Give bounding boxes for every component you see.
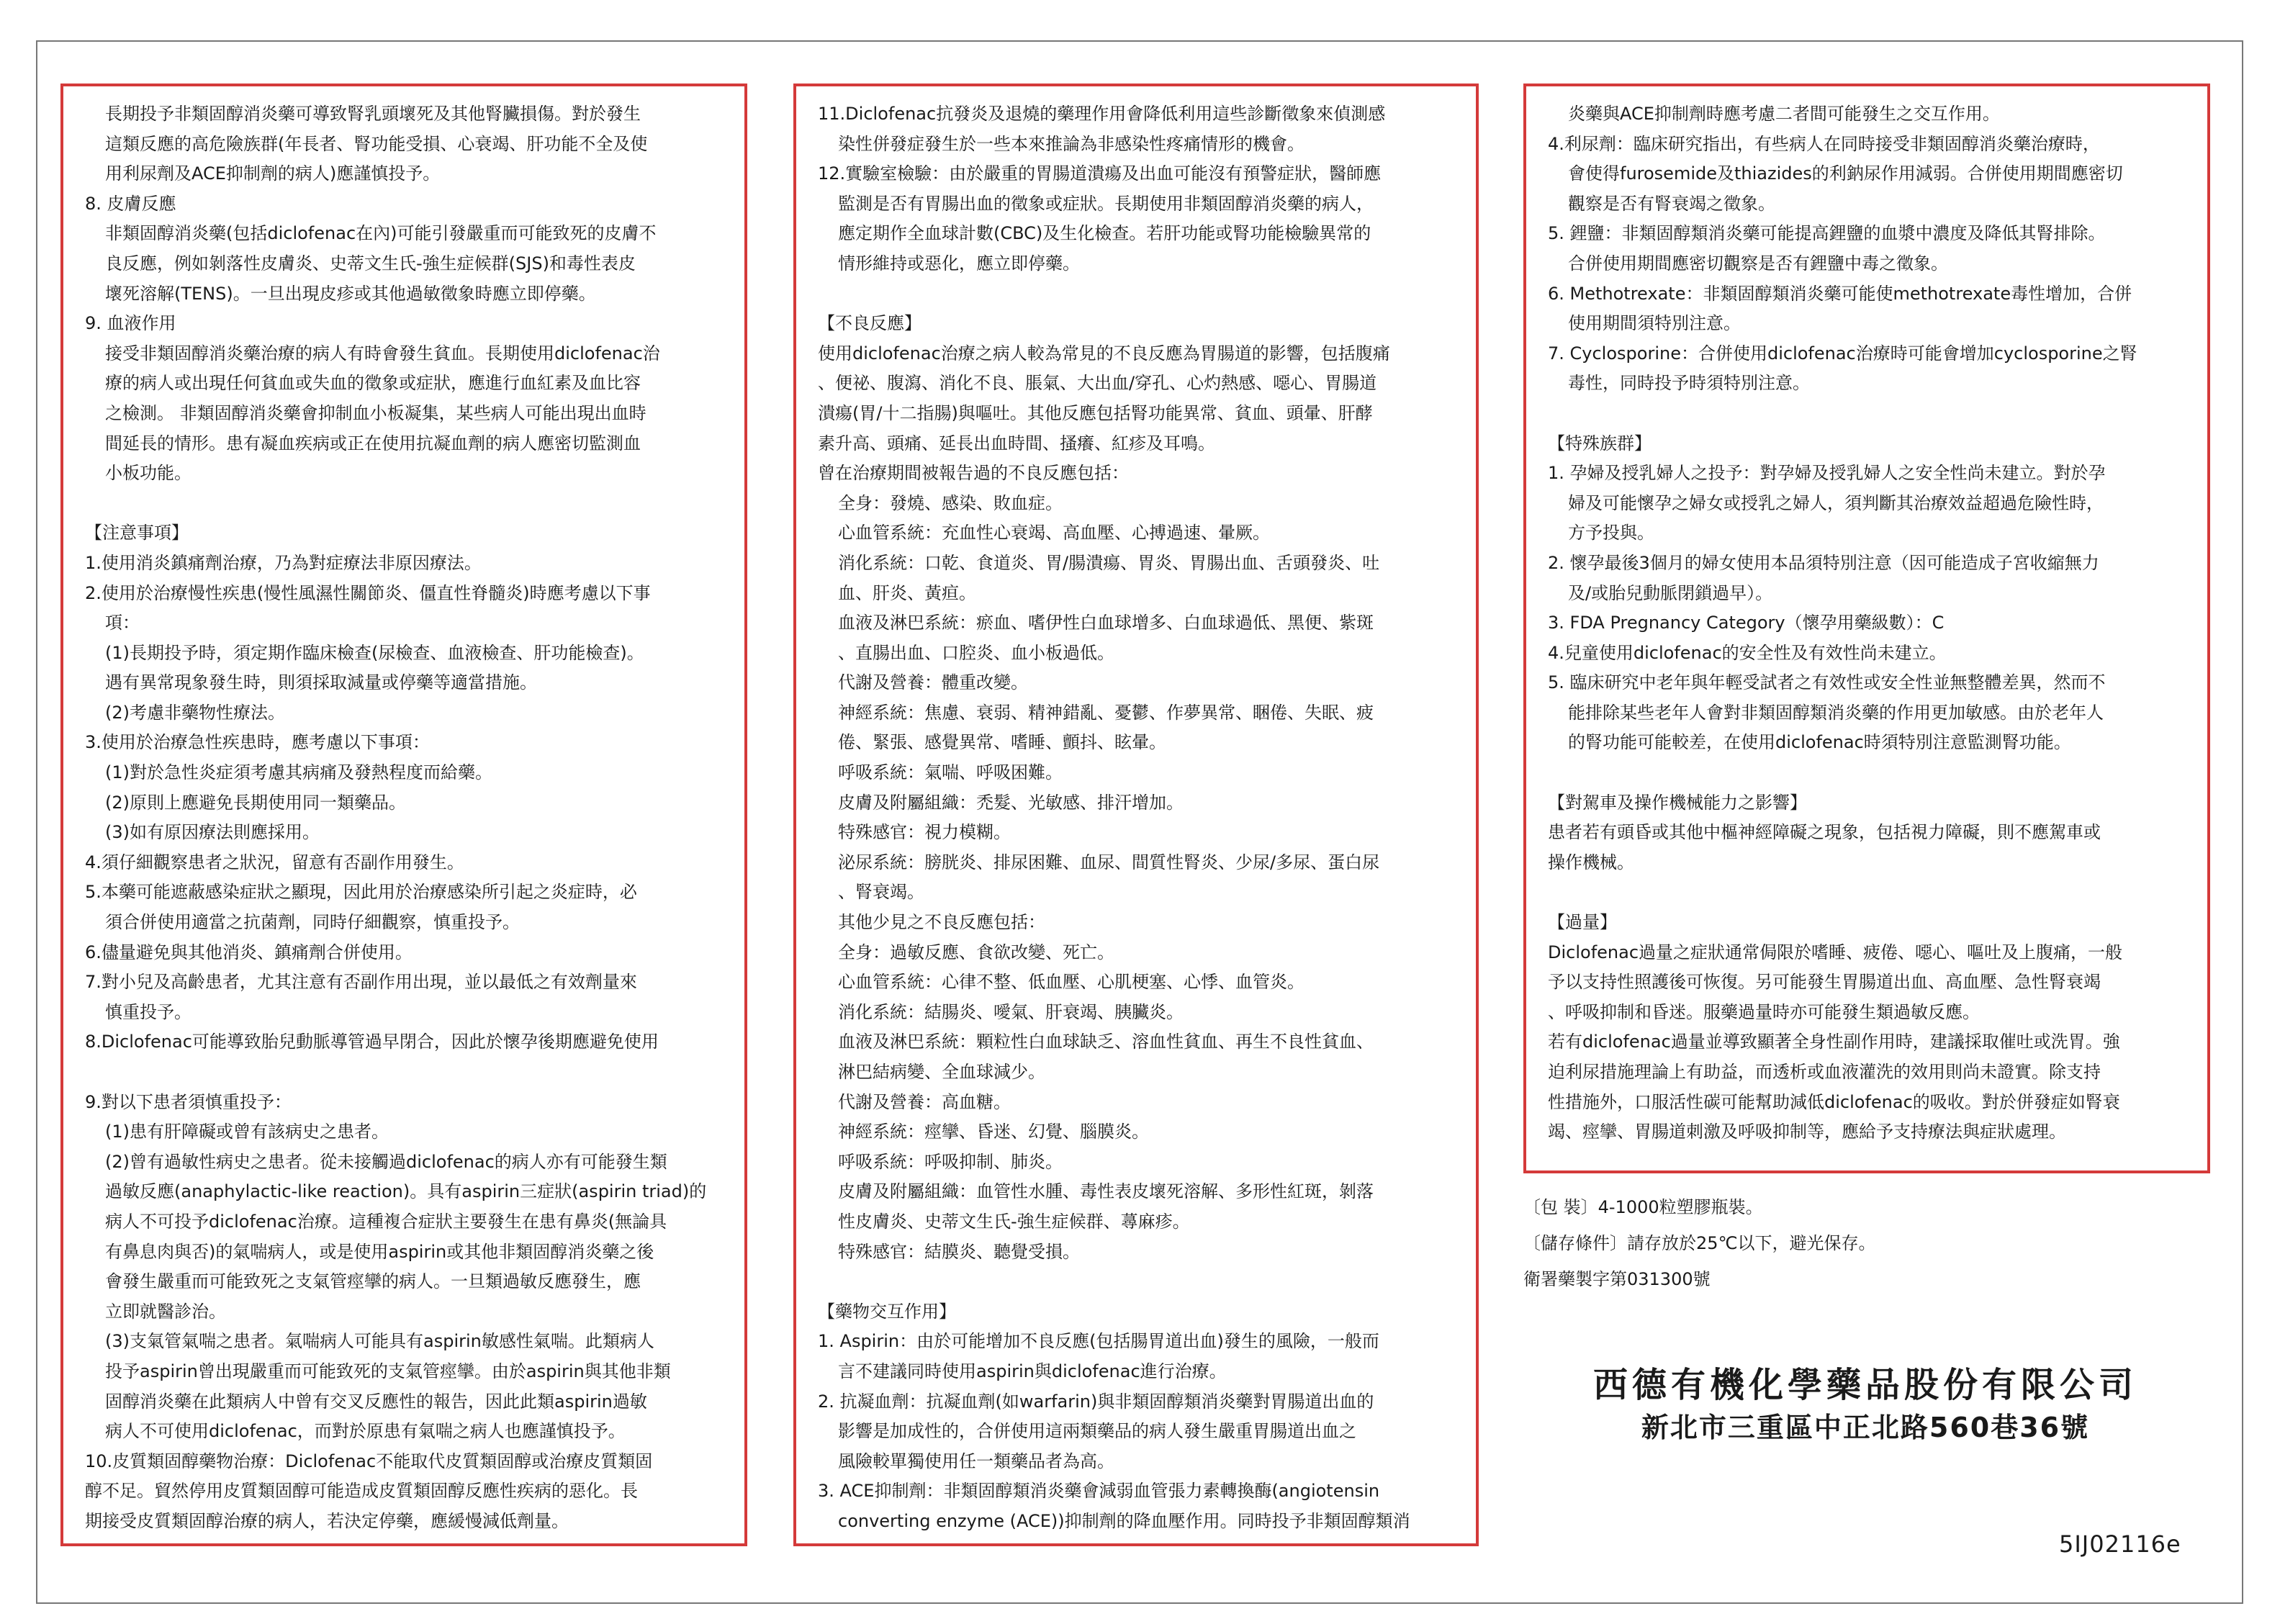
text-line: 接受非類固醇消炎藥治療的病人有時會發生貧血。長期使用diclofenac治	[105, 343, 660, 364]
text-line: 9.對以下患者須慎重投予：	[85, 1091, 292, 1112]
text-line: 用利尿劑及ACE抑制劑的病人)應謹慎投予。	[105, 163, 441, 184]
text-line: 過敏反應(anaphylactic-like reaction)。具有aspirin三症狀(aspirin triad)的	[105, 1181, 707, 1202]
text-line: 特殊感官：視力模糊。	[838, 822, 1011, 843]
text-line: 潰瘍(胃/十二指腸)與嘔吐。其他反應包括腎功能異常、貧血、頭暈、肝酵	[818, 402, 1373, 423]
text-line: 予以支持性照護後可恢復。另可能發生胃腸道出血、高血壓、急性腎衰竭	[1548, 972, 2101, 993]
text-line: 能排除某些老年人會對非類固醇類消炎藥的作用更加敏感。由於老年人	[1568, 702, 2104, 723]
text-line: 呼吸系統：呼吸抑制、肺炎。	[838, 1151, 1063, 1172]
blank-line	[818, 279, 1456, 310]
text-line: 間延長的情形。患有凝血疾病或正在使用抗凝血劑的病人應密切監測血	[105, 433, 641, 454]
text-line: 須合併使用適當之抗菌劑，同時仔細觀察，慎重投予。	[105, 912, 520, 933]
blank-line	[1548, 399, 2187, 429]
blank-line	[818, 1267, 1456, 1297]
text-line: 1. 孕婦及授乳婦人之投予：對孕婦及授乳婦人之安全性尚未建立。對於孕	[1548, 463, 2106, 484]
text-line: 7.對小兒及高齡患者，尤其注意有否副作用出現，並以最低之有效劑量來	[85, 972, 637, 993]
text-line: 觀察是否有腎衰竭之徵象。	[1568, 193, 1775, 214]
text-line: 項：	[105, 613, 140, 633]
text-line: 情形維持或惡化，應立即停藥。	[838, 253, 1080, 274]
text-line: 5. 鋰鹽：非類固醇類消炎藥可能提高鋰鹽的血漿中濃度及降低其腎排除。	[1548, 223, 2106, 244]
text-line: 、便祕、腹瀉、消化不良、脹氣、大出血/穿孔、心灼熱感、噁心、胃腸道	[818, 373, 1377, 394]
text-line: 血液及淋巴系統：瘀血、嗜伊性白血球增多、白血球過低、黑便、紫斑	[838, 613, 1374, 633]
text-line: 固醇消炎藥在此類病人中曾有交叉反應性的報告，因此此類aspirin過敏	[105, 1391, 647, 1412]
text-line: 1. Aspirin：由於可能增加不良反應(包括腸胃道出血)發生的風險，一般而	[818, 1331, 1379, 1352]
text-line: (3)如有原因療法則應採用。	[105, 822, 320, 843]
text-line: (2)考慮非藥物性療法。	[105, 702, 285, 723]
text-line: 淋巴結病變、全血球減少。	[838, 1062, 1045, 1082]
text-line: 代謝及營養：高血糖。	[838, 1091, 1011, 1112]
text-line: 3. ACE抑制劑：非類固醇類消炎藥會減弱血管張力素轉換酶(angiotensin	[818, 1481, 1380, 1502]
text-line: 11.Diclofenac抗發炎及退燒的藥理作用會降低利用這些診斷徵象來偵測感	[818, 104, 1386, 124]
text-line: 心血管系統：心律不整、低血壓、心肌梗塞、心悸、血管炎。	[838, 972, 1305, 993]
text-line: 8. 皮膚反應	[85, 193, 176, 214]
text-line: 泌尿系統：膀胱炎、排尿困難、血尿、間質性腎炎、少尿/多尿、蛋白尿	[838, 852, 1380, 872]
document-code: 5IJ02116e	[2059, 1530, 2181, 1558]
text-line: (2)原則上應避免長期使用同一類藥品。	[105, 792, 406, 813]
text-line: 心血管系統：充血性心衰竭、高血壓、心搏過速、暈厥。	[838, 523, 1270, 543]
text-line: 6.儘量避免與其他消炎、鎮痛劑合併使用。	[85, 942, 413, 962]
text-line: 3. FDA Pregnancy Category（懷孕用藥級數）：C	[1548, 613, 1945, 633]
text-line: 素升高、頭痛、延長出血時間、搔癢、紅疹及耳鳴。	[818, 433, 1215, 454]
text-line: 2. 抗凝血劑：抗凝血劑(如warfarin)與非類固醇類消炎藥對胃腸道出血的	[818, 1391, 1374, 1412]
text-line: 性皮膚炎、史蒂文生氏-強生症候群、蕁麻疹。	[838, 1211, 1190, 1232]
column-1-panel	[60, 84, 747, 1546]
text-line: 療的病人或出現任何貧血或失血的徵象或症狀，應進行血紅素及血比容	[105, 373, 641, 394]
package-info	[1523, 1189, 2210, 1297]
blank-line	[1548, 878, 2187, 908]
text-line: (1)患有肝障礙或曾有該病史之患者。	[105, 1122, 389, 1142]
text-line: 5.本藥可能遮蔽感染症狀之顯現，因此用於治療感染所引起之炎症時，必	[85, 882, 637, 903]
text-line: 會發生嚴重而可能致死之支氣管痙攣的病人。一旦類過敏反應發生，應	[105, 1271, 641, 1292]
text-line: 【過量】	[1548, 912, 1617, 933]
text-line: 竭、痙攣、胃腸道刺激及呼吸抑制等，應給予支持療法與症狀處理。	[1548, 1122, 2066, 1142]
text-line: 代謝及營養：體重改變。	[838, 672, 1028, 693]
text-line: 若有diclofenac過量並導致顯著全身性副作用時，建議採取催吐或洗胃。強	[1548, 1032, 2120, 1052]
text-line: 有鼻息肉與否)的氣喘病人，或是使用aspirin或其他非類固醇消炎藥之後	[105, 1241, 654, 1262]
company-address: 新北市三重區中正北路560巷36號	[1641, 1412, 2090, 1443]
text-line: 5. 臨床研究中老年與年輕受試者之有效性或安全性並無整體差異，然而不	[1548, 672, 2106, 693]
text-line: 、直腸出血、口腔炎、血小板過低。	[838, 642, 1114, 663]
text-line: 之檢測。 非類固醇消炎藥會抑制血小板凝集，某些病人可能出現出血時	[105, 402, 646, 423]
text-line: 血、肝炎、黃疸。	[838, 582, 976, 603]
text-line: 倦、緊張、感覺異常、嗜睡、顫抖、眩暈。	[838, 732, 1166, 753]
text-line: 醇不足。貿然停用皮質類固醇可能造成皮質類固醇反應性疾病的惡化。長	[85, 1481, 638, 1502]
text-line: 非類固醇消炎藥(包括diclofenac在內)可能引發嚴重而可能致死的皮膚不	[105, 223, 657, 244]
text-line: 及/或胎兒動脈閉鎖過早）。	[1568, 582, 1773, 603]
storage-line: 〔儲存條件〕請存放於25℃以下，避光保存。	[1523, 1233, 1876, 1253]
text-line: 呼吸系統：氣喘、呼吸困難。	[838, 762, 1063, 783]
blank-line	[85, 1057, 724, 1088]
text-line: 全身：發燒、感染、敗血症。	[838, 492, 1063, 513]
text-line: 皮膚及附屬組織：血管性水腫、毒性表皮壞死溶解、多形性紅斑，剝落	[838, 1181, 1374, 1202]
text-line: 病人不可使用diclofenac，而對於原患有氣喘之病人也應謹慎投予。	[105, 1421, 626, 1442]
text-line: 長期投予非類固醇消炎藥可導致腎乳頭壞死及其他腎臟損傷。對於發生	[105, 104, 641, 124]
text-line: 神經系統：痙攣、昏迷、幻覺、腦膜炎。	[838, 1122, 1149, 1142]
text-line: 9. 血液作用	[85, 313, 176, 334]
text-line: 炎藥與ACE抑制劑時應考慮二者間可能發生之交互作用。	[1568, 104, 2000, 124]
text-line: 這類反應的高危險族群(年長者、腎功能受損、心衰竭、肝功能不全及使	[105, 133, 648, 154]
text-line: 消化系統：結腸炎、噯氣、肝衰竭、胰臟炎。	[838, 1001, 1184, 1022]
text-line: 【對駕車及操作機械能力之影響】	[1548, 792, 1807, 813]
text-line: 風險較單獨使用任一類藥品者為高。	[838, 1451, 1114, 1471]
text-line: 影響是加成性的，合併使用這兩類藥品的病人發生嚴重胃腸道出血之	[838, 1421, 1356, 1442]
text-line: 言不建議同時使用aspirin與diclofenac進行治療。	[838, 1361, 1227, 1381]
text-line: 操作機械。	[1548, 852, 1634, 872]
text-line: 4.利尿劑：臨床研究指出，有些病人在同時接受非類固醇消炎藥治療時，	[1548, 133, 2100, 154]
text-line: 消化系統：口乾、食道炎、胃/腸潰瘍、胃炎、胃腸出血、舌頭發炎、吐	[838, 552, 1380, 573]
text-line: 7. Cyclosporine：合併使用diclofenac治療時可能會增加cyclosporine之腎	[1548, 343, 2137, 364]
company-name: 西德有機化學藥品股份有限公司	[1592, 1365, 2137, 1405]
text-line: 血液及淋巴系統：顆粒性白血球缺乏、溶血性貧血、再生不良性貧血、	[838, 1032, 1374, 1052]
text-line: 立即就醫診治。	[105, 1301, 226, 1322]
text-line: (2)曾有過敏性病史之患者。從未接觸過diclofenac的病人亦有可能發生類	[105, 1151, 667, 1172]
text-line: 病人不可投予diclofenac治療。這種複合症狀主要發生在患有鼻炎(無論具	[105, 1211, 667, 1232]
text-line: (1)對於急性炎症須考慮其病痛及發熱程度而給藥。	[105, 762, 492, 783]
blank-line	[85, 489, 724, 519]
text-line: 8.Diclofenac可能導致胎兒動脈導管過早閉合，因此於懷孕後期應避免使用	[85, 1032, 659, 1052]
text-line: 遇有異常現象發生時，則須採取減量或停藥等適當措施。	[105, 672, 537, 693]
text-line: 應定期作全血球計數(CBC)及生化檢查。若肝功能或腎功能檢驗異常的	[838, 223, 1371, 244]
text-line: 【特殊族群】	[1548, 433, 1652, 454]
text-line: 皮膚及附屬組織：禿髮、光敏感、排汗增加。	[838, 792, 1184, 813]
text-line: 使用diclofenac治療之病人較為常見的不良反應為胃腸道的影響，包括腹痛	[818, 343, 1390, 364]
text-line: 4.兒童使用diclofenac的安全性及有效性尚未建立。	[1548, 642, 1947, 663]
text-line: 監測是否有胃腸出血的徵象或症狀。長期使用非類固醇消炎藥的病人，	[838, 193, 1374, 214]
text-line: 患者若有頭昏或其他中樞神經障礙之現象，包括視力障礙，則不應駕車或	[1548, 822, 2101, 843]
text-line: 神經系統：焦慮、衰弱、精神錯亂、憂鬱、作夢異常、睏倦、失眠、疲	[838, 702, 1374, 723]
text-line: 婦及可能懷孕之婦女或授乳之婦人，須判斷其治療效益超過危險性時，	[1568, 492, 2104, 513]
text-line: 毒性，同時投予時須特別注意。	[1568, 373, 1810, 394]
text-line: 使用期間須特別注意。	[1568, 313, 1741, 334]
text-line: 慎重投予。	[105, 1001, 191, 1022]
text-line: 的腎功能可能較差，在使用diclofenac時須特別注意監測腎功能。	[1568, 732, 2071, 753]
text-line: 4.須仔細觀察患者之狀況，留意有否副作用發生。	[85, 852, 464, 872]
text-line: 期接受皮質類固醇治療的病人，若決定停藥，應緩慢減低劑量。	[85, 1510, 569, 1531]
text-line: 曾在治療期間被報告過的不良反應包括：	[818, 463, 1129, 484]
text-line: 迫利尿措施理論上有助益，而透析或血液灌洗的效用則尚未證實。除支持	[1548, 1062, 2101, 1082]
text-line: 全身：過敏反應、食欲改變、死亡。	[838, 942, 1114, 962]
text-line: (3)支氣管氣喘之患者。氣喘病人可能具有aspirin敏感性氣喘。此類病人	[105, 1331, 654, 1352]
text-line: 染性併發症發生於一些本來推論為非感染性疼痛情形的機會。	[838, 133, 1305, 154]
text-line: 方予投與。	[1568, 523, 1654, 543]
text-line: 投予aspirin曾出現嚴重而可能致死的支氣管痙攣。由於aspirin與其他非類	[105, 1361, 671, 1381]
text-line: 【不良反應】	[818, 313, 922, 334]
text-line: 12.實驗室檢驗：由於嚴重的胃腸道潰瘍及出血可能沒有預警症狀，醫師應	[818, 163, 1382, 184]
text-line: 1.使用消炎鎮痛劑治療，乃為對症療法非原因療法。	[85, 552, 482, 573]
text-line: 特殊感官：結膜炎、聽覺受損。	[838, 1241, 1080, 1262]
text-line: 【注意事項】	[85, 523, 189, 543]
text-line: Diclofenac過量之症狀通常侷限於嗜睡、疲倦、噁心、嘔吐及上腹痛，一般	[1548, 942, 2123, 962]
text-line: 10.皮質類固醇藥物治療：Diclofenac不能取代皮質類固醇或治療皮質類固	[85, 1451, 653, 1471]
text-line: 壞死溶解(TENS)。一旦出現皮疹或其他過敏徵象時應立即停藥。	[105, 283, 596, 304]
column-2-panel	[793, 84, 1479, 1546]
column-3-panel	[1523, 84, 2210, 1173]
text-line: 、腎衰竭。	[838, 882, 924, 903]
package-line: 〔包 裝〕4-1000粒塑膠瓶裝。	[1523, 1197, 1763, 1217]
text-line: (1)長期投予時，須定期作臨床檢查(尿檢查、血液檢查、肝功能檢查)。	[105, 642, 644, 663]
text-line: 2.使用於治療慢性疾患(慢性風濕性關節炎、僵直性脊髓炎)時應考慮以下事	[85, 582, 651, 603]
text-line: 、呼吸抑制和昏迷。服藥過量時亦可能發生類過敏反應。	[1548, 1001, 1980, 1022]
text-line: 【藥物交互作用】	[818, 1301, 956, 1322]
text-line: 良反應，例如剝落性皮膚炎、史蒂文生氏-強生症候群(SJS)和毒性表皮	[105, 253, 636, 274]
text-line: 2. 懷孕最後3個月的婦女使用本品須特別注意（因可能造成子宮收縮無力	[1548, 552, 2099, 573]
text-line: 性措施外，口服活性碳可能幫助減低diclofenac的吸收。對於併發症如腎衰	[1548, 1091, 2120, 1112]
text-line: 小板功能。	[105, 463, 191, 484]
text-line: converting enzyme (ACE))抑制劑的降血壓作用。同時投予非類固醇類消	[838, 1510, 1410, 1531]
blank-line	[1548, 758, 2187, 788]
text-line: 其他少見之不良反應包括：	[838, 912, 1045, 933]
text-line: 合併使用期間應密切觀察是否有鋰鹽中毒之徵象。	[1568, 253, 1948, 274]
text-line: 6. Methotrexate：非類固醇類消炎藥可能使methotrexate毒性增加，合併	[1548, 283, 2132, 304]
text-line: 3.使用於治療急性疾患時，應考慮以下事項：	[85, 732, 430, 753]
text-line: 會使得furosemide及thiazides的利鈉尿作用減弱。合併使用期間應密切	[1568, 163, 2123, 184]
license-number: 衛署藥製字第031300號	[1523, 1269, 1711, 1289]
